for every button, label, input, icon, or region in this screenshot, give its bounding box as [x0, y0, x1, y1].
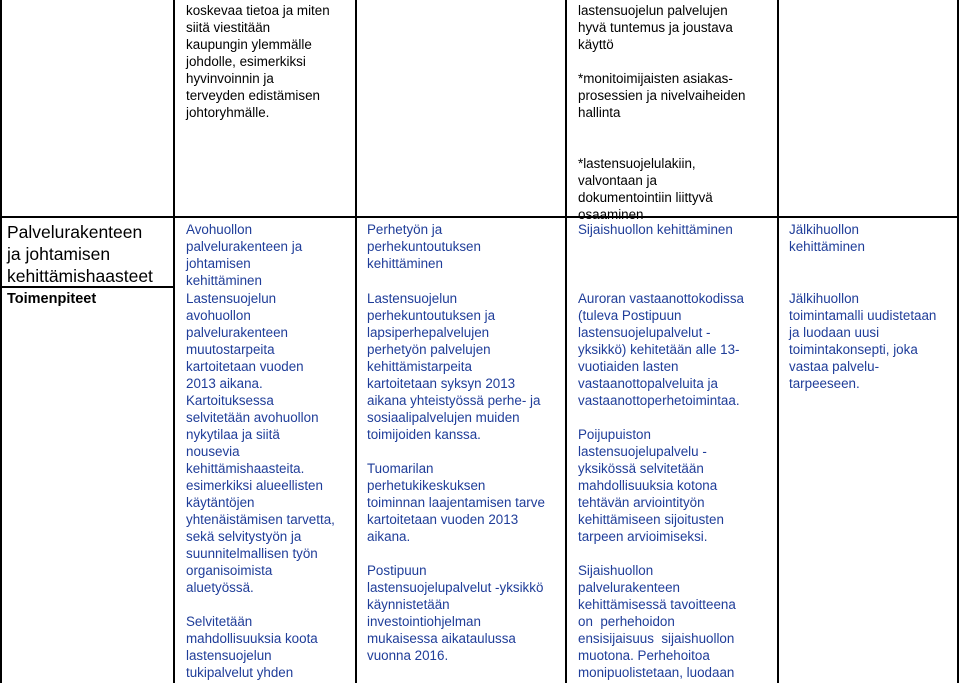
table-border-right [957, 0, 959, 683]
table-row-divider-top [0, 216, 959, 218]
col-heading-sijaishuolto: Sijaishuollon kehittäminen [578, 222, 733, 237]
top-row-col2-text: koskevaa tietoa ja miten siitä viestitään kaupungin ylemmälle johdolle, esimerkiksi hyvinvoinnin ja terveyden edistämisen johtoryhmälle. [186, 3, 330, 120]
col-body-sijaishuolto: Auroran vastaanottokodissa (tuleva Postipuun lastensuojelupalvelut - yksikkö) kehitetään alle 13- vuotiaiden lasten vastaanottopalveluita ja vastaanottoperhetoimintaa. Poijupuiston lastensuojelupalvelu - yksikössä selvitetään mahdollisuuksia kotona tehtävän arviointityön kehittämiseen sijoitusten tarpeen arvioimiseksi. Sijaishuollon palvelurakenteen kehittämisessä tavoitteena on perhehoidon ensisijaisuus sijaishuollon muotona. Perhehoitoa monipuolistetaan, luodaan [578, 291, 744, 680]
table-border-col2 [355, 0, 357, 683]
table-border-col4 [777, 0, 779, 683]
top-row-col4-text: lastensuojelun palvelujen hyvä tuntemus ja joustava käyttö *monitoimijaisten asiakas- prosessien ja nivelvaiheiden hallinta *lastensuojelulakiin, valvontaan ja dokumentointiin liittyvä osaaminen [578, 3, 746, 222]
col-body-jalkihuolto: Jälkihuollon toimintamalli uudistetaan ja luodaan uusi toimintakonsepti, joka vastaa palvelu- tarpeeseen. [789, 291, 937, 391]
table-border-col3 [565, 0, 567, 683]
col-heading-jalkihuolto: Jälkihuollon kehittäminen [789, 222, 865, 254]
row-heading: Palvelurakenteen ja johtamisen kehittämishaasteet [7, 222, 153, 286]
col-heading-avohuolto: Avohuollon palvelurakenteen ja johtamisen kehittäminen [186, 222, 303, 288]
table-border-left [0, 0, 2, 683]
col-heading-perhetyo: Perhetyön ja perhekuntoutuksen kehittäminen [367, 222, 481, 271]
col-body-perhetyo: Lastensuojelun perhekuntoutuksen ja lapsiperhepalvelujen perhetyön palvelujen kehittämistarpeita kartoitetaan syksyn 2013 aikana yhteistyössä perhe- ja sosiaalipalvelujen muiden toimijoiden kanssa. Tuomarilan perhetukikeskuksen toiminnan laajentamisen tarve kartoitetaan vuoden 2013 aikana. Postipuun lastensuojelupalvelut -yksikkö käynnistetään investointiohjelman mukaisessa aikataulussa vuonna 2016. [367, 291, 545, 663]
measures-heading: Toimenpiteet [7, 291, 97, 307]
col-body-avohuolto: Lastensuojelun avohuollon palvelurakenteen muutostarpeita kartoitetaan vuoden 2013 aikana. Kartoituksessa selvitetään avohuollon nykytilaa ja siitä nousevia kehittämishaasteita. esimerkiksi alueellisten käytäntöjen yhtenäistämisen tarvetta, sekä selvitystyön ja suunnitelmallisen työn organisoimista aluetyössä. Selvitetään mahdollisuuksia koota lastensuojelun tukipalvelut yhden [186, 291, 335, 680]
table-border-col1 [173, 0, 175, 683]
